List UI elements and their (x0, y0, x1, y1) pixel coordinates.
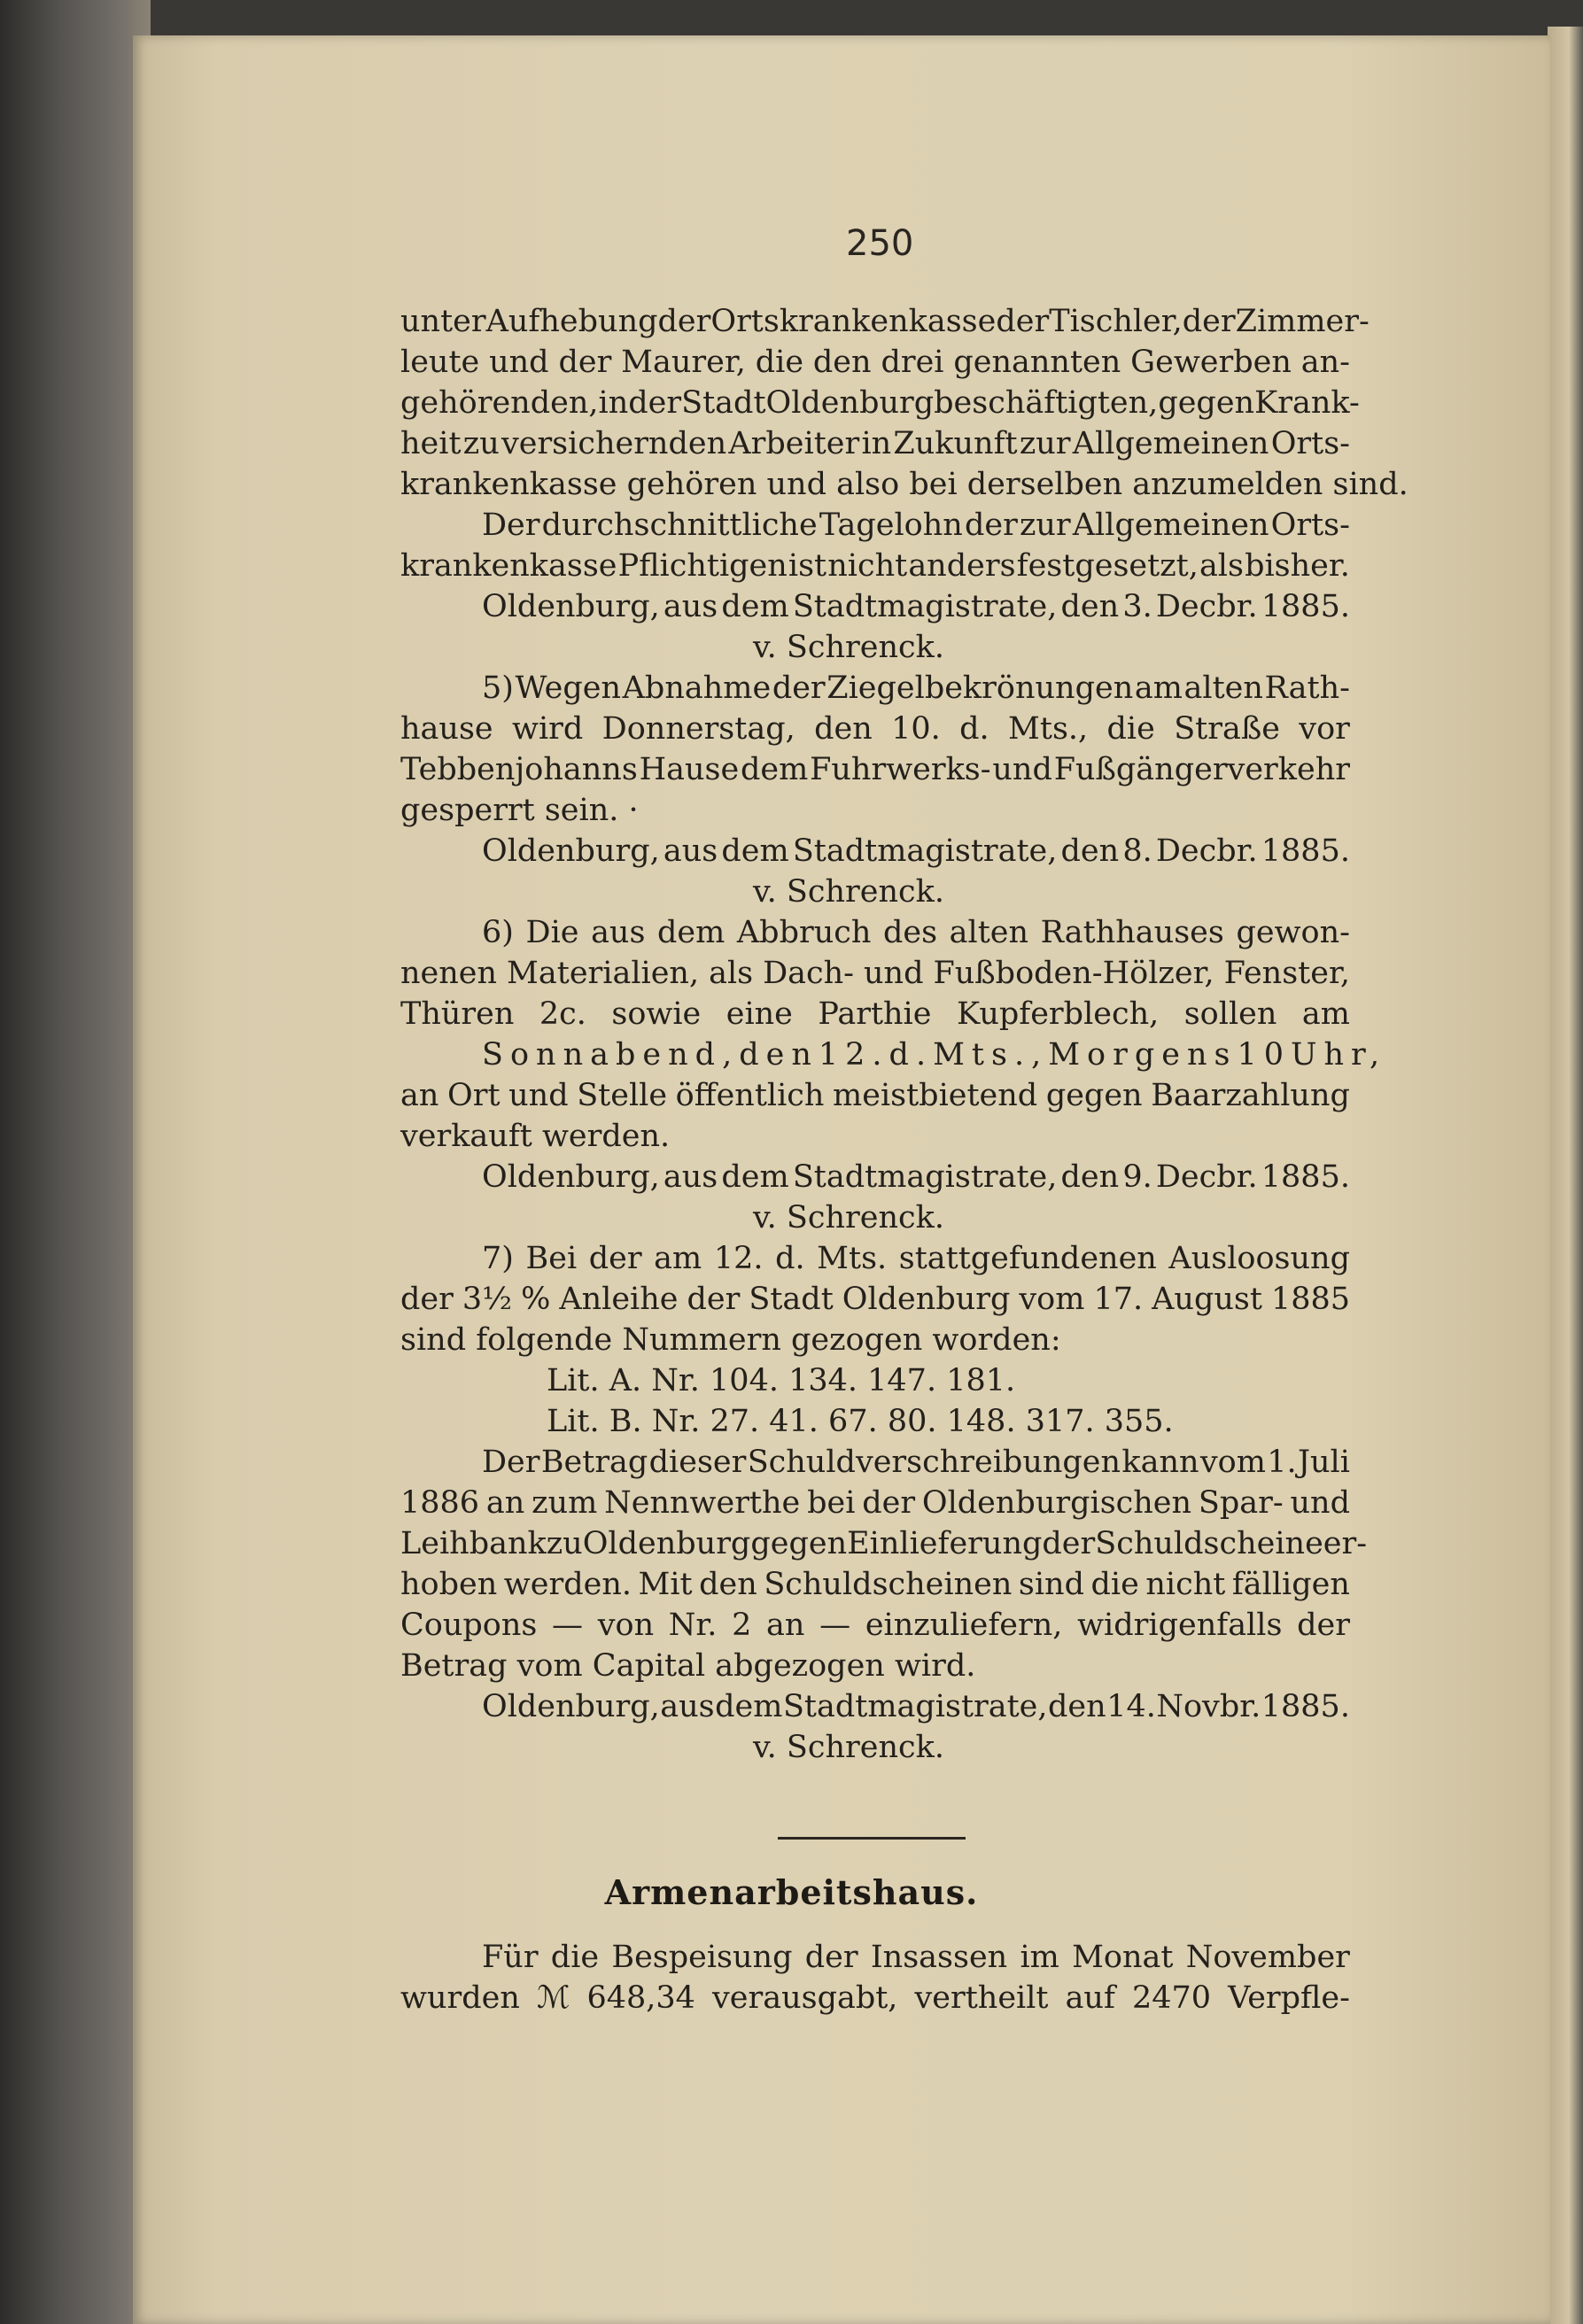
text-line: Leihbank zu Oldenburg gegen Einlieferung der Schuldscheine er- (400, 1526, 1368, 1561)
text-line: Thüren 2c. sowie eine Parthie Kupferblech, sollen am (400, 996, 1350, 1032)
page-number: 250 (846, 223, 914, 264)
text-line: sind folgende Nummern gezogen worden: (400, 1322, 1061, 1358)
text-line: nenen Materialien, als Dach- und Fußboden-Hölzer, Fenster, (400, 956, 1350, 991)
text-line: leute und der Maurer, die den drei genannten Gewerben an- (400, 345, 1350, 380)
text-line: heit zu versichernden Arbeiter in Zukunft zur Allgemeinen Orts- (400, 426, 1350, 461)
text-line: unter Aufhebung der Ortskrankenkasse der Tischler, der Zimmer- (400, 304, 1370, 339)
text-line: Lit. B. Nr. 27. 41. 67. 80. 148. 317. 355. (547, 1404, 1174, 1439)
text-line: v. Schrenck. (753, 1200, 944, 1236)
text-line: hoben werden. Mit den Schuldscheinen sind die nicht fälligen (400, 1567, 1350, 1602)
text-line: 7) Bei der am 12. d. Mts. stattgefundenen Ausloosung (482, 1241, 1350, 1276)
text-line: v. Schrenck. (753, 1730, 944, 1765)
body-text-block-2 (400, 1937, 1350, 2018)
text-line: hause wird Donnerstag, den 10. d. Mts., die Straße vor (400, 711, 1350, 747)
text-line: v. Schrenck. (753, 874, 944, 910)
text-line: krankenkasse gehören und also bei derselben anzumelden sind. (400, 467, 1408, 502)
section-divider (778, 1837, 966, 1840)
text-line: gesperrt sein. · (400, 793, 639, 828)
text-line: der 3½ % Anleihe der Stadt Oldenburg vom 17. August 1885 (400, 1282, 1350, 1317)
text-line: Betrag vom Capital abgezogen wird. (400, 1648, 976, 1684)
text-line: Coupons — von Nr. 2 an — einzuliefern, widrigenfalls der (400, 1607, 1350, 1643)
text-line: Oldenburg, aus dem Stadtmagistrate, den 8. Decbr. 1885. (482, 833, 1350, 869)
book-spine (0, 0, 151, 2324)
text-line: Lit. A. Nr. 104. 134. 147. 181. (547, 1363, 1016, 1398)
text-line: Oldenburg, aus dem Stadtmagistrate, den 14. Novbr. 1885. (482, 1689, 1350, 1724)
text-line: 1886 an zum Nennwerthe bei der Oldenburgischen Spar- und (400, 1485, 1350, 1521)
text-line: Tebbenjohanns Hause dem Fuhrwerks- und Fußgängerverkehr (400, 752, 1350, 787)
text-line: 5) Wegen Abnahme der Ziegelbekrönungen am alten Rath- (482, 670, 1350, 706)
text-line: an Ort und Stelle öffentlich meistbietend gegen Baarzahlung (400, 1078, 1350, 1113)
text-line: v. Schrenck. (753, 630, 944, 665)
text-line: Der Betrag dieser Schuldverschreibungen kann vom 1. Juli (482, 1445, 1350, 1480)
body-text-block (400, 301, 1408, 1768)
next-page-edge (1548, 27, 1583, 2324)
text-line: Oldenburg, aus dem Stadtmagistrate, den 9. Decbr. 1885. (482, 1159, 1350, 1195)
text-line: krankenkasse Pflichtigen ist nicht anders festgesetzt, als bisher. (400, 548, 1350, 584)
text-line: Sonnabend, den 12. d. Mts., Morgens 10 Uhr, (482, 1037, 1387, 1073)
section-heading: Armenarbeitshaus. (604, 1872, 979, 1912)
text-line: wurden ℳ 648,34 verausgabt, vertheilt auf 2470 Verpfle- (400, 1980, 1350, 2016)
text-line: gehörenden, in der Stadt Oldenburg beschäftigten, gegen Krank- (400, 385, 1360, 421)
text-line: 6) Die aus dem Abbruch des alten Rathhauses gewon- (482, 915, 1350, 950)
text-line: Oldenburg, aus dem Stadtmagistrate, den 3. Decbr. 1885. (482, 589, 1350, 624)
text-line: Der durchschnittliche Tagelohn der zur Allgemeinen Orts- (482, 507, 1350, 543)
text-line: verkauft werden. (400, 1119, 671, 1154)
text-line: Für die Bespeisung der Insassen im Monat November (482, 1940, 1350, 1975)
